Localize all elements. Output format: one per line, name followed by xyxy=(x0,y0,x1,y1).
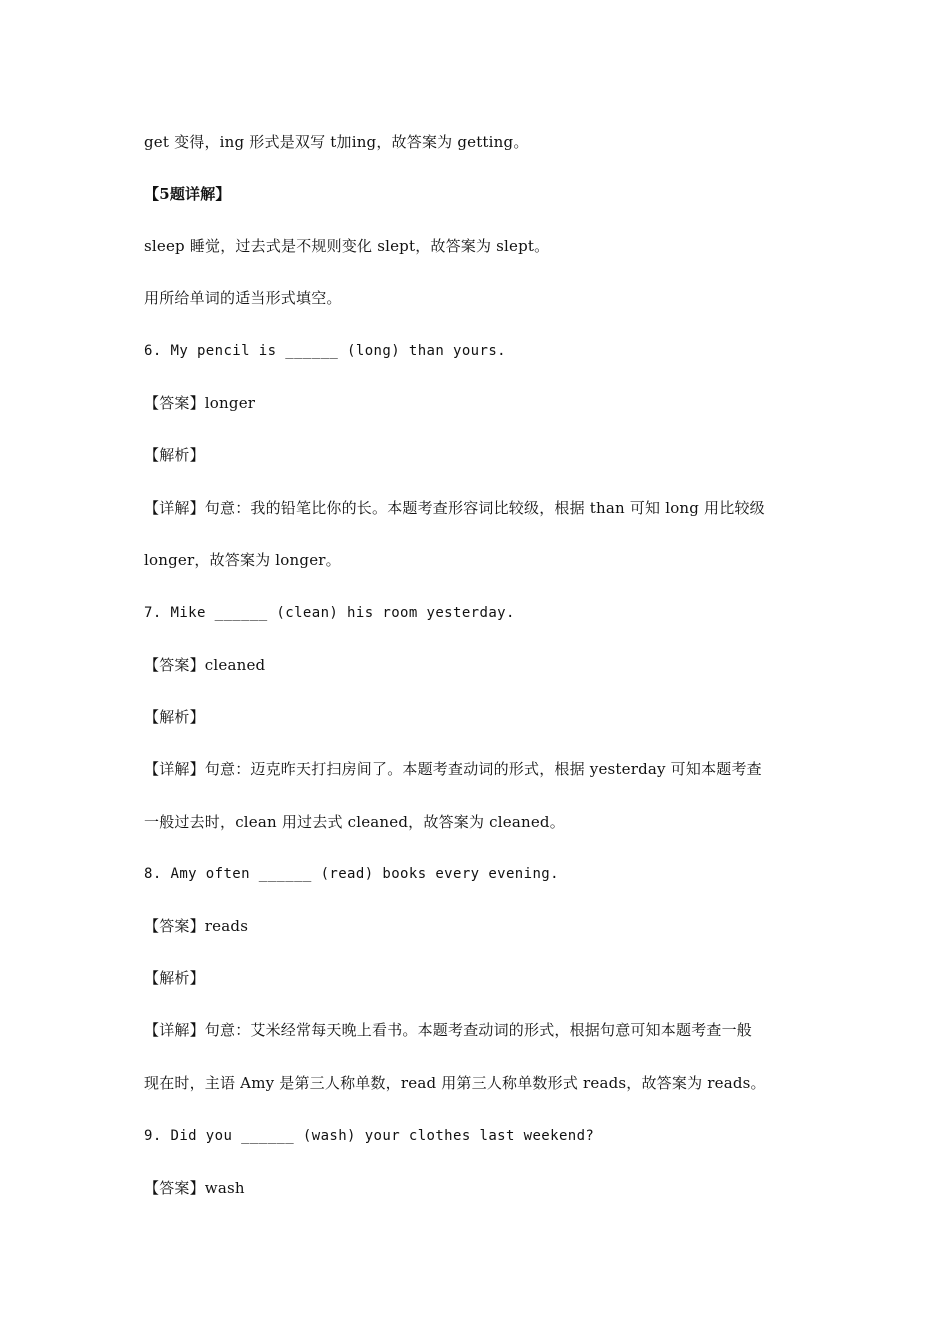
detail-text: longer，故答案为 longer。 xyxy=(144,551,341,569)
question-9: 9. Did you ______ (wash) your clothes last weekend? xyxy=(144,1128,595,1144)
instruction-text: 用所给单词的适当形式填空。 xyxy=(144,289,342,307)
answer-line: 【答案】wash xyxy=(144,1179,245,1197)
detail-text: 【详解】句意：迈克昨天打扫房间了。本题考查动词的形式，根据 yesterday 可知本题考查 xyxy=(144,760,762,778)
explanation-text: sleep 睡觉，过去式是不规则变化 slept，故答案为 slept。 xyxy=(144,237,550,255)
question-7: 7. Mike ______ (clean) his room yesterday. xyxy=(144,605,515,621)
detail-text: 现在时，主语 Amy 是第三人称单数，read 用第三人称单数形式 reads，故答案为 reads。 xyxy=(144,1074,766,1092)
question-8: 8. Amy often ______ (read) books every evening. xyxy=(144,866,559,882)
answer-line: 【答案】cleaned xyxy=(144,656,266,674)
answer-line: 【答案】reads xyxy=(144,917,249,935)
answer-line: 【答案】longer xyxy=(144,394,256,412)
explanation-text: get 变得，ing 形式是双写 t加ing，故答案为 getting。 xyxy=(144,133,529,151)
detail-text: 【详解】句意：我的铅笔比你的长。本题考查形容词比较级，根据 than 可知 long 用比较级 xyxy=(144,499,765,517)
analysis-heading: 【解析】 xyxy=(144,708,205,726)
section-heading: 【5题详解】 xyxy=(144,185,231,203)
question-6: 6. My pencil is ______ (long) than yours. xyxy=(144,343,506,359)
analysis-heading: 【解析】 xyxy=(144,969,205,987)
detail-text: 【详解】句意：艾米经常每天晚上看书。本题考查动词的形式，根据句意可知本题考查一般 xyxy=(144,1021,753,1039)
detail-text: 一般过去时，clean 用过去式 cleaned，故答案为 cleaned。 xyxy=(144,813,565,831)
analysis-heading: 【解析】 xyxy=(144,446,205,464)
